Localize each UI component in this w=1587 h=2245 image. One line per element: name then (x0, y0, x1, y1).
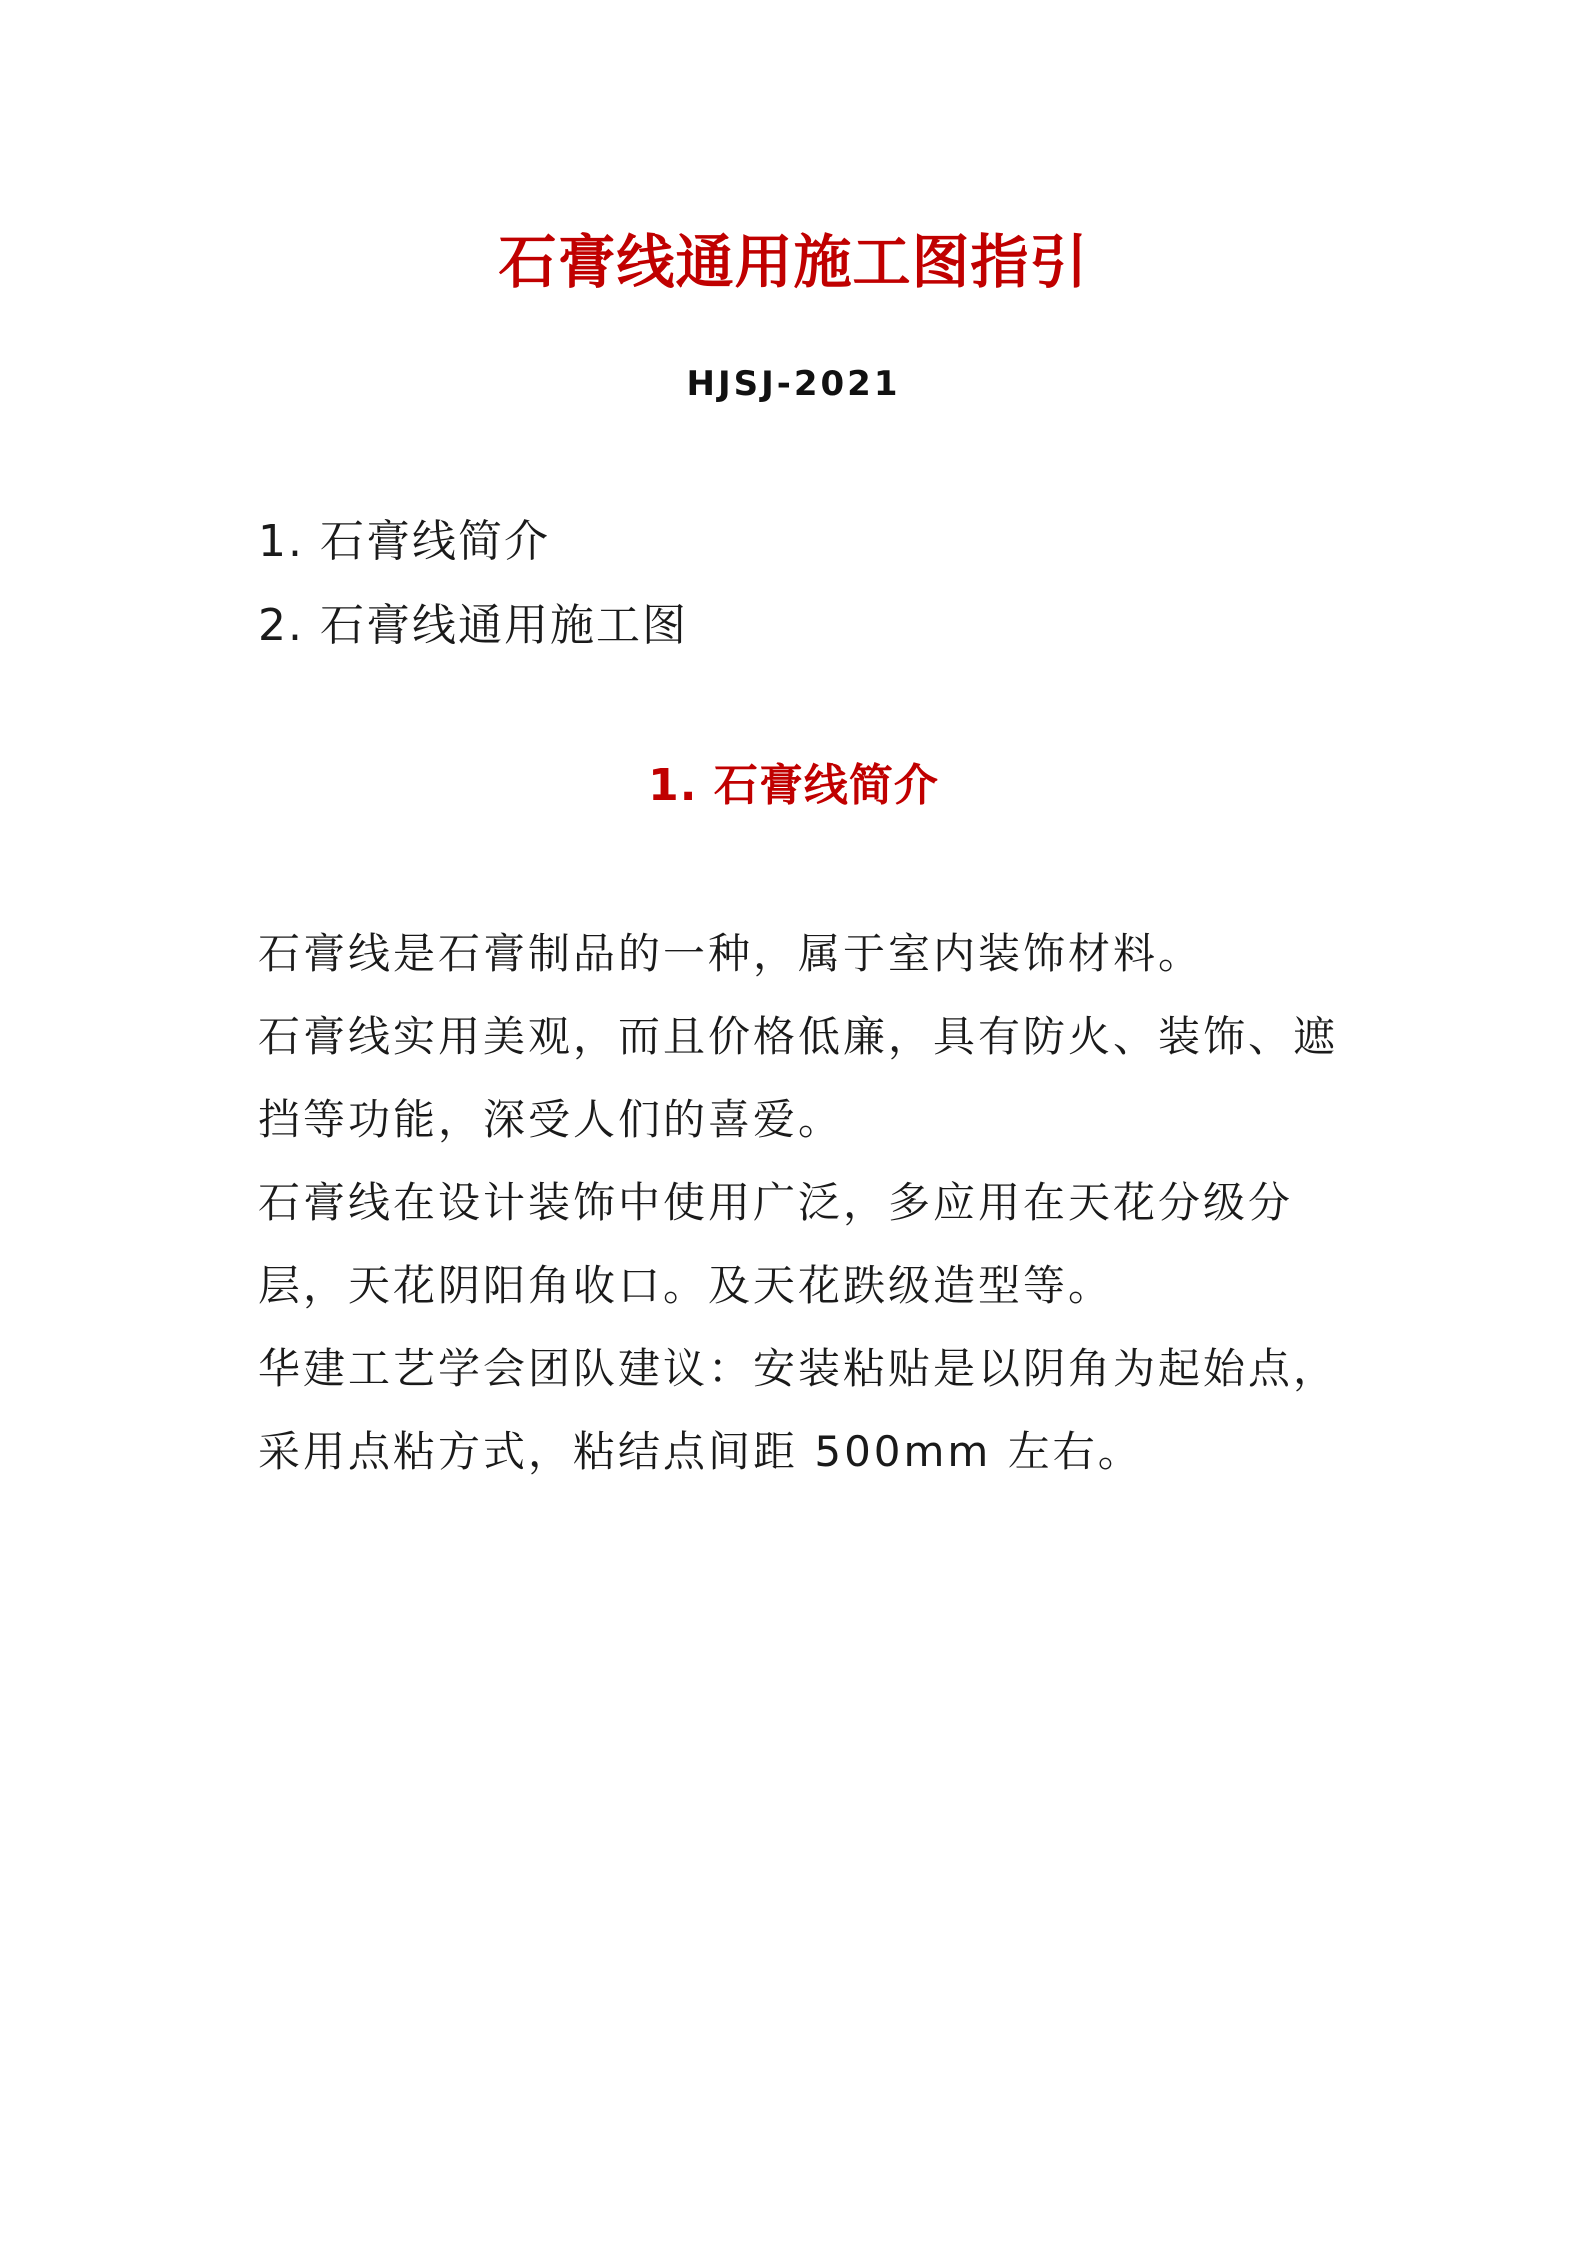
body-paragraph: 石膏线是石膏制品的一种，属于室内装饰材料。 (258, 929, 1204, 978)
body-paragraph: 石膏线实用美观，而且价格低廉，具有防火、装饰、遮挡等功能，深受人们的喜爱。 (258, 1012, 1339, 1144)
section-heading: 1. 石膏线简介 (648, 760, 939, 811)
toc-item: 1. 石膏线简介 (258, 516, 550, 567)
toc-item: 2. 石膏线通用施工图 (258, 600, 688, 651)
document-code: HJSJ-2021 (686, 364, 901, 404)
table-of-contents (258, 500, 688, 668)
document-title: 石膏线通用施工图指引 (498, 228, 1089, 296)
body-paragraph: 石膏线在设计装饰中使用广泛，多应用在天花分级分层，天花阴阳角收口。及天花跌级造型等。 (258, 1178, 1294, 1310)
body-paragraph: 华建工艺学会团队建议：安装粘贴是以阴角为起始点，采用点粘方式，粘结点间距 500mm 左右。 (258, 1344, 1339, 1476)
section-body (258, 912, 1348, 1493)
